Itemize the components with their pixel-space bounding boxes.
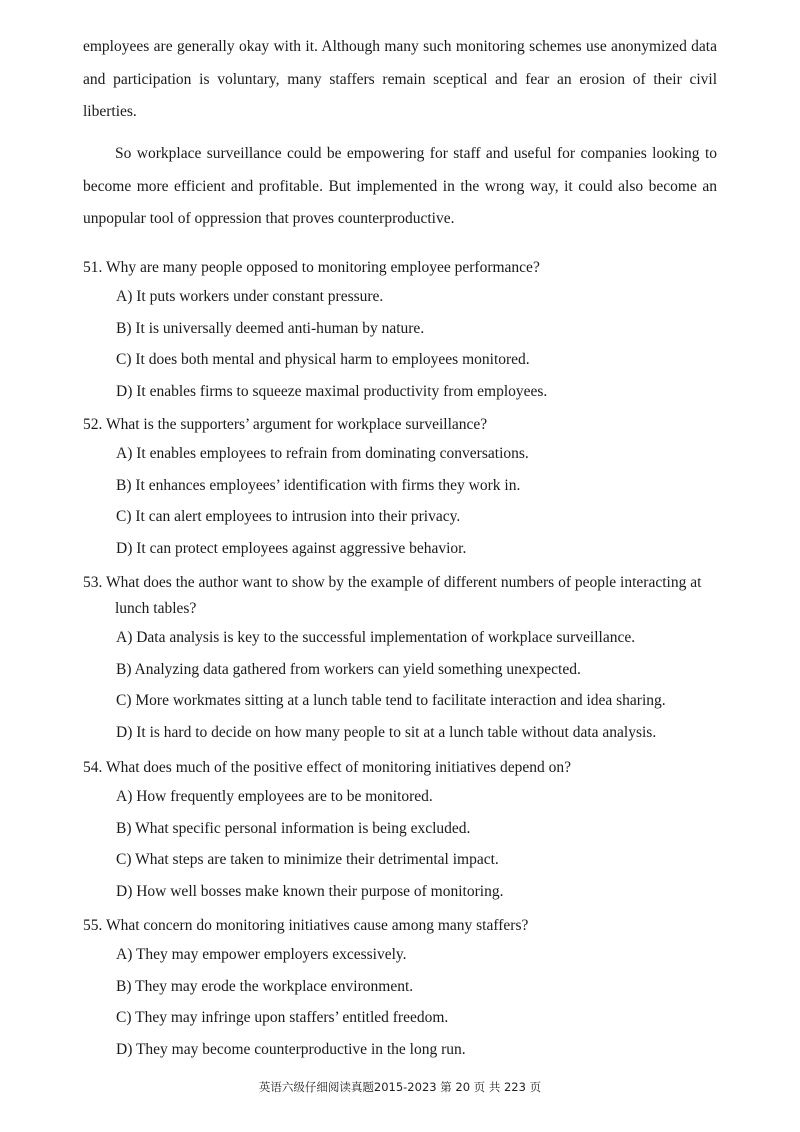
question-stem: 52. What is the supporters’ argument for workplace surveillance? bbox=[83, 416, 488, 433]
option-d: D) It enables firms to squeeze maximal productivity from employees. bbox=[116, 382, 548, 400]
question-52 bbox=[83, 412, 723, 564]
option-d: D) How well bosses make known their purpose of monitoring. bbox=[116, 882, 504, 900]
option-c: C) More workmates sitting at a lunch table tend to facilitate interaction and idea sharing. bbox=[116, 692, 666, 709]
option-d: D) It is hard to decide on how many people to sit at a lunch table without data analysis. bbox=[116, 723, 657, 741]
option-b: B) It enhances employees’ identification with firms they work in. bbox=[116, 476, 521, 494]
option-a: A) How frequently employees are to be monitored. bbox=[116, 788, 433, 805]
question-54 bbox=[83, 755, 723, 907]
option-list bbox=[83, 781, 723, 907]
passage-paragraph: employees are generally okay with it. Although many such monitoring schemes use anonymized data and participation is voluntary, many staffers remain sceptical and fear an erosion of their civil liberties. bbox=[83, 38, 717, 120]
option-a: A) It puts workers under constant pressure. bbox=[116, 288, 384, 305]
page-footer: 英语六级仔细阅读真题2015-2023 第 20 页 共 223 页 bbox=[258, 1080, 542, 1094]
option-b: B) Analyzing data gathered from workers can yield something unexpected. bbox=[116, 660, 581, 678]
option-a: A) They may empower employers excessively. bbox=[116, 946, 407, 963]
question-51 bbox=[83, 255, 723, 407]
option-c: C) They may infringe upon staffers’ entitled freedom. bbox=[116, 1009, 449, 1026]
passage-paragraph: So workplace surveillance could be empowering for staff and useful for companies looking to become more efficient and profitable. But implemented in the wrong way, it could also become an unpopular tool of oppression that proves counterproductive. bbox=[83, 145, 717, 227]
question-stem: 55. What concern do monitoring initiatives cause among many staffers? bbox=[83, 917, 529, 934]
option-b: B) It is universally deemed anti-human by nature. bbox=[116, 319, 425, 337]
question-53 bbox=[83, 570, 723, 748]
option-a: A) It enables employees to refrain from dominating conversations. bbox=[116, 445, 529, 462]
question-stem: 51. Why are many people opposed to monitoring employee performance? bbox=[83, 259, 540, 276]
question-stem: 53. What does the author want to show by the example of different numbers of people interacting at lunch tables? bbox=[83, 574, 702, 617]
option-c: C) It does both mental and physical harm to employees monitored. bbox=[116, 351, 530, 368]
option-b: B) What specific personal information is being excluded. bbox=[116, 819, 471, 837]
question-stem: 54. What does much of the positive effect of monitoring initiatives depend on? bbox=[83, 759, 571, 776]
option-d: D) It can protect employees against aggressive behavior. bbox=[116, 539, 467, 557]
option-d: D) They may become counterproductive in the long run. bbox=[116, 1040, 466, 1058]
question-55 bbox=[83, 913, 723, 1065]
option-list bbox=[83, 281, 723, 407]
option-list bbox=[83, 438, 723, 564]
option-c: C) What steps are taken to minimize their detrimental impact. bbox=[116, 851, 499, 868]
option-a: A) Data analysis is key to the successful implementation of workplace surveillance. bbox=[116, 629, 636, 646]
option-b: B) They may erode the workplace environment. bbox=[116, 977, 414, 995]
option-c: C) It can alert employees to intrusion into their privacy. bbox=[116, 508, 461, 525]
option-list bbox=[83, 622, 723, 748]
option-list bbox=[83, 939, 723, 1065]
